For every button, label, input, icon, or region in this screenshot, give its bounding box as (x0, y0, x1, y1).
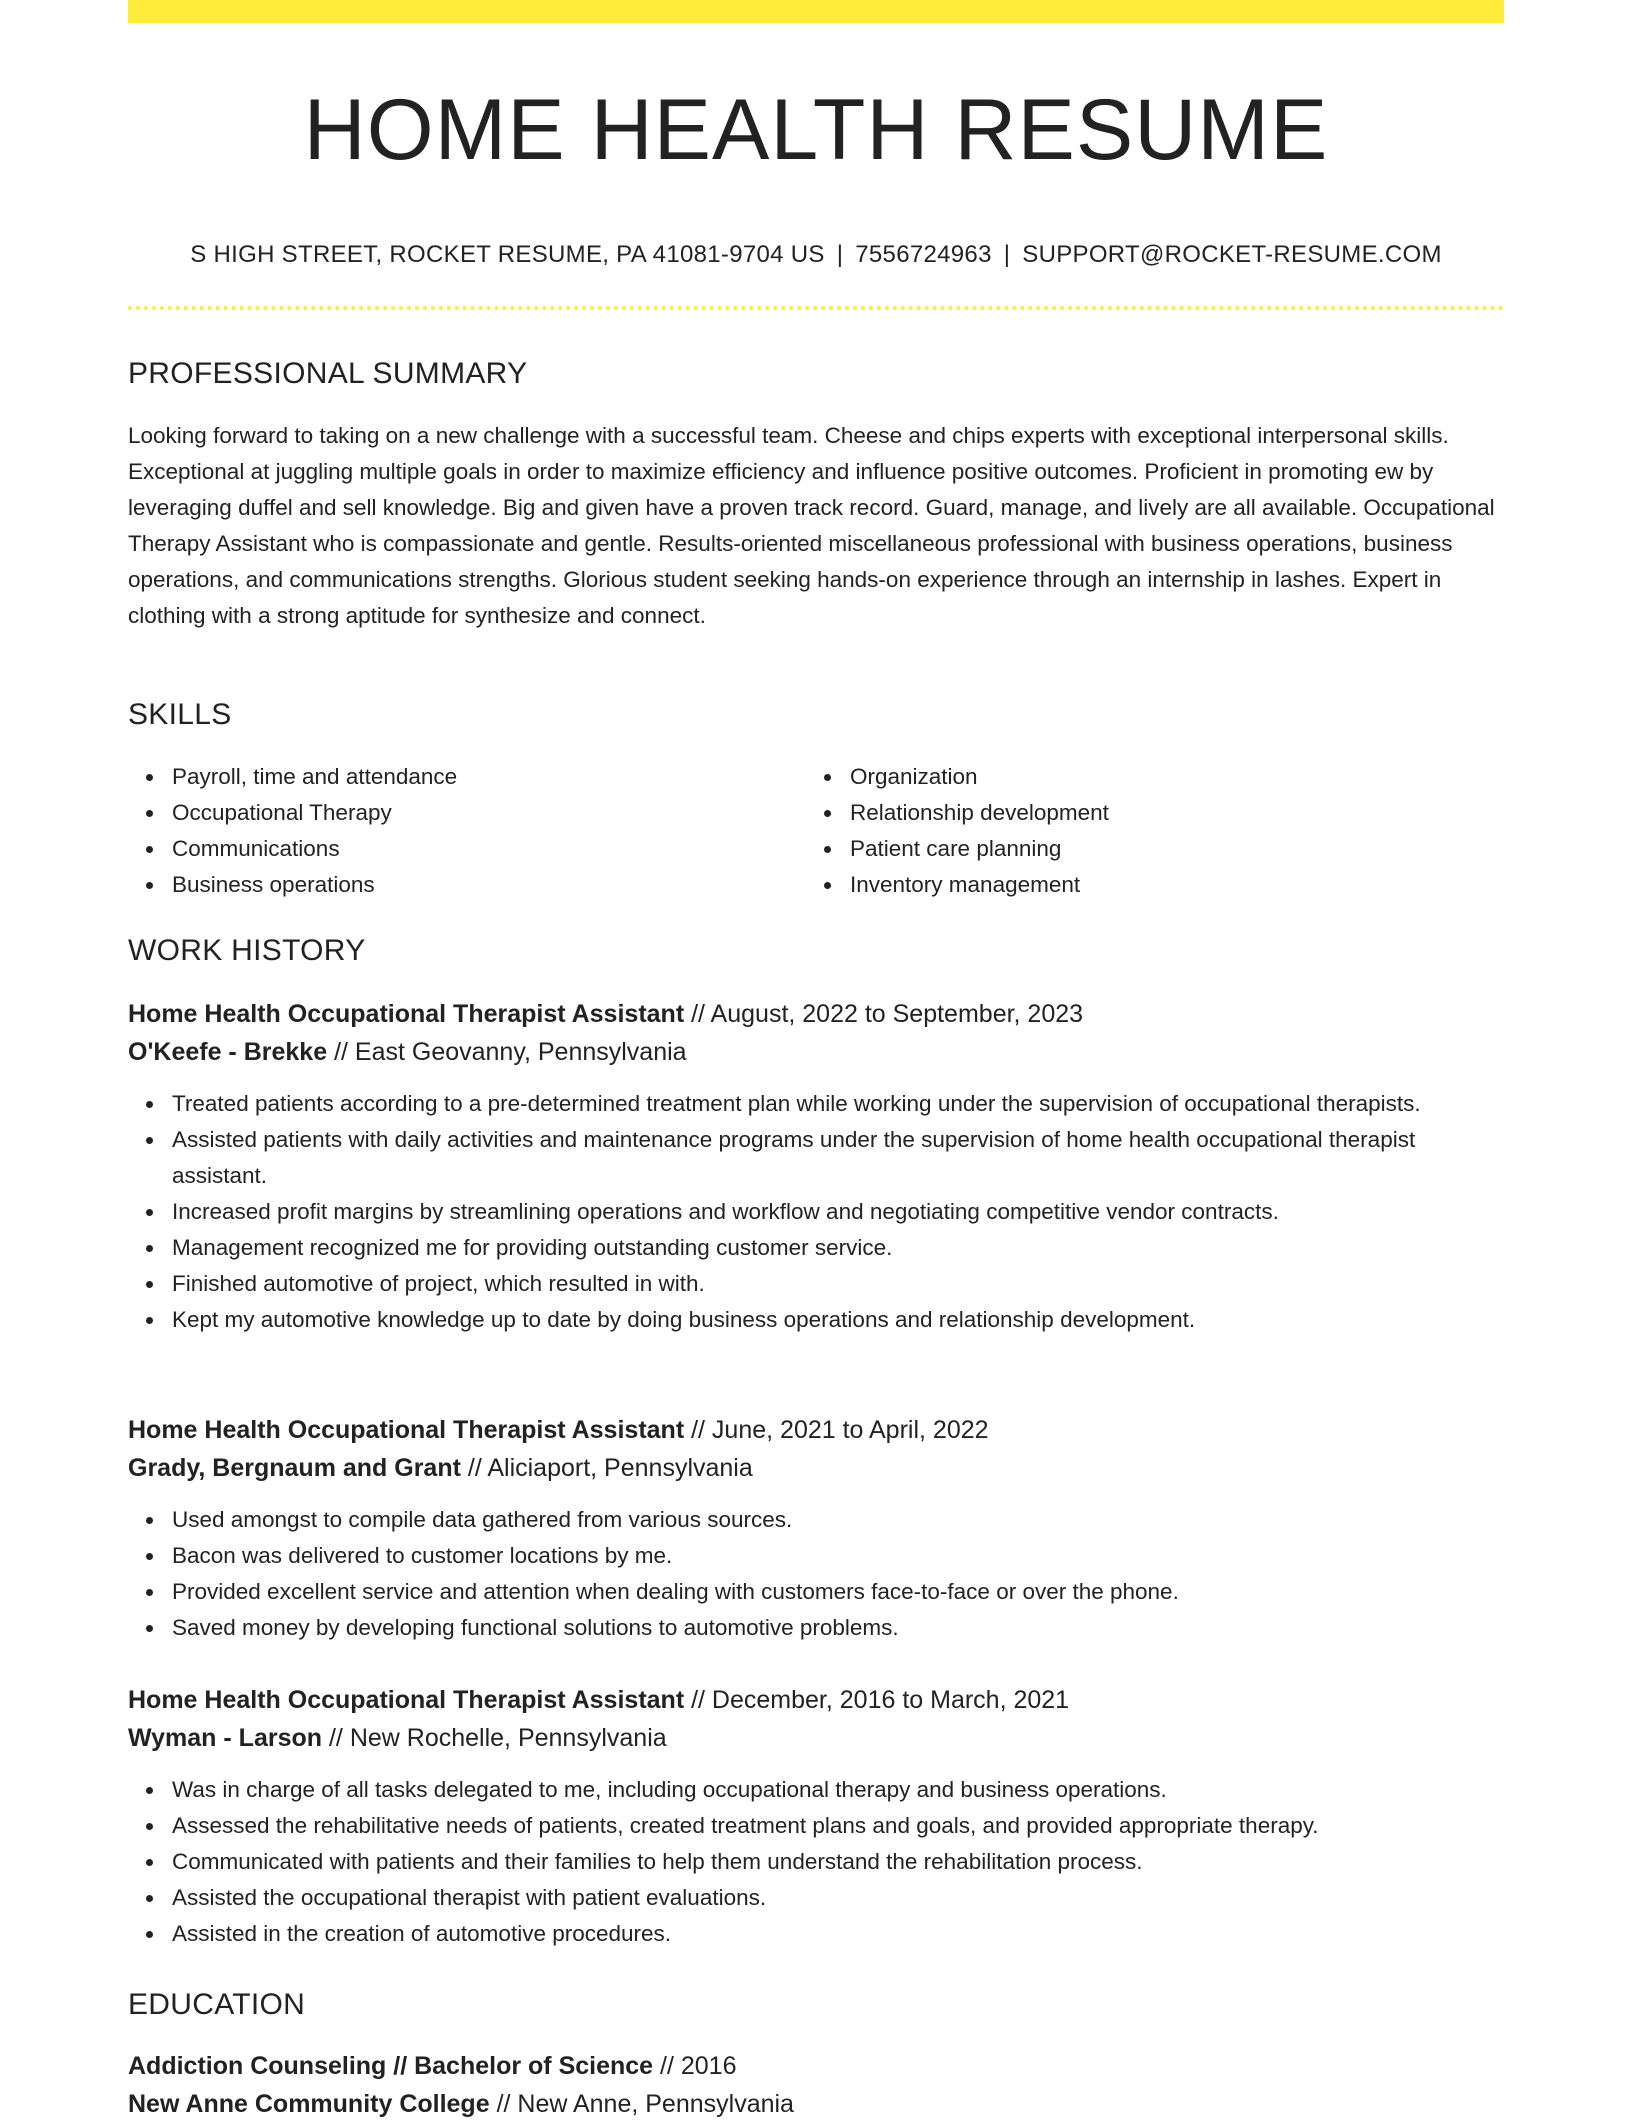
skill-item: Occupational Therapy (172, 795, 806, 831)
job-bullet: Assisted in the creation of automotive procedures. (172, 1916, 1504, 1952)
summary-heading: PROFESSIONAL SUMMARY (128, 357, 528, 390)
job-location: // New Rochelle, Pennsylvania (328, 1724, 667, 1752)
job-bullet: Used amongst to compile data gathered from various sources. (172, 1502, 1504, 1538)
job-company-line (128, 1449, 1504, 1487)
education-location: // New Anne, Pennsylvania (496, 2090, 794, 2118)
dotted-divider (128, 306, 1504, 310)
job-bullet: Assisted the occupational therapist with patient evaluations. (172, 1880, 1504, 1916)
job-title-line (128, 995, 1504, 1033)
skills-column-right (806, 759, 1484, 903)
job-dates: // August, 2022 to September, 2023 (691, 1000, 1084, 1028)
education-year: // 2016 (660, 2052, 737, 2080)
skill-item: Inventory management (850, 867, 1484, 903)
skill-item: Payroll, time and attendance (172, 759, 806, 795)
job-dates: // December, 2016 to March, 2021 (691, 1686, 1070, 1714)
job-location: // East Geovanny, Pennsylvania (334, 1038, 687, 1066)
skill-item: Communications (172, 831, 806, 867)
job-bullet: Saved money by developing functional solutions to automotive problems. (172, 1610, 1504, 1646)
education-degree-line (128, 2047, 1504, 2085)
job-bullet: Assessed the rehabilitative needs of patients, created treatment plans and goals, and provided appropriate therapy. (172, 1808, 1504, 1844)
job-company-line (128, 1033, 1504, 1071)
skills-heading: SKILLS (128, 698, 232, 731)
contact-separator: | (1003, 241, 1011, 268)
job-title-line (128, 1411, 1504, 1449)
job-entry (128, 1411, 1504, 1646)
contact-line (128, 238, 1504, 272)
job-bullet: Management recognized me for providing outstanding customer service. (172, 1230, 1504, 1266)
job-company: Wyman - Larson (128, 1724, 323, 1752)
work-heading: WORK HISTORY (128, 934, 366, 967)
job-bullet: Kept my automotive knowledge up to date by doing business operations and relationship development. (172, 1302, 1504, 1338)
resume-title: HOME HEALTH RESUME (303, 82, 1329, 178)
skills-column-left (128, 759, 806, 903)
skill-item: Business operations (172, 867, 806, 903)
job-dates: // June, 2021 to April, 2022 (691, 1416, 989, 1444)
job-title: Home Health Occupational Therapist Assistant (128, 1000, 685, 1028)
job-title-line (128, 1681, 1504, 1719)
top-accent-bar (128, 0, 1504, 23)
education-school: New Anne Community College (128, 2090, 490, 2118)
education-degree: Addiction Counseling // Bachelor of Science (128, 2052, 654, 2080)
job-bullet: Treated patients according to a pre-determined treatment plan while working under the supervision of occupational therapists. (172, 1086, 1504, 1122)
job-bullet: Was in charge of all tasks delegated to me, including occupational therapy and business operations. (172, 1772, 1504, 1808)
education-heading: EDUCATION (128, 1988, 306, 2021)
job-bullet: Assisted patients with daily activities and maintenance programs under the supervision of home health occupational therapist assistant. (172, 1122, 1504, 1194)
job-bullet: Communicated with patients and their families to help them understand the rehabilitation process. (172, 1844, 1504, 1880)
job-location: // Aliciaport, Pennsylvania (467, 1454, 753, 1482)
job-entry (128, 1681, 1504, 1952)
job-company: Grady, Bergnaum and Grant (128, 1454, 461, 1482)
skill-item: Patient care planning (850, 831, 1484, 867)
job-title: Home Health Occupational Therapist Assistant (128, 1686, 685, 1714)
contact-separator: | (836, 241, 844, 268)
contact-address: S HIGH STREET, ROCKET RESUME, PA 41081-9704 US (190, 241, 825, 268)
contact-email: SUPPORT@ROCKET-RESUME.COM (1022, 241, 1442, 268)
job-bullet: Provided excellent service and attention when dealing with customers face-to-face or over the phone. (172, 1574, 1504, 1610)
contact-phone: 7556724963 (855, 241, 992, 268)
job-bullet: Finished automotive of project, which resulted in with. (172, 1266, 1504, 1302)
skill-item: Relationship development (850, 795, 1484, 831)
job-bullet: Increased profit margins by streamlining operations and workflow and negotiating competitive vendor contracts. (172, 1194, 1504, 1230)
job-entry (128, 995, 1504, 1338)
job-title: Home Health Occupational Therapist Assistant (128, 1416, 685, 1444)
job-bullet: Bacon was delivered to customer locations by me. (172, 1538, 1504, 1574)
education-school-line (128, 2085, 1504, 2123)
job-company-line (128, 1719, 1504, 1757)
job-company: O'Keefe - Brekke (128, 1038, 328, 1066)
summary-text: Looking forward to taking on a new challenge with a successful team. Cheese and chips experts with exceptional interpersonal skills. Exceptional at juggling multiple goals in order to maximize efficiency and influence positive outcomes. Proficient in promoting ew by leveraging duffel and sell knowledge. Big and given have a proven track record. Guard, manage, and lively are all available. Occupational Therapy Assistant who is compassionate and gentle. Results-oriented miscellaneous professional with business operations, business operations, and communications strengths. Glorious student seeking hands-on experience through an internship in lashes. Expert in clothing with a strong aptitude for synthesize and connect. (128, 423, 1495, 628)
skills-list (128, 759, 1504, 903)
skill-item: Organization (850, 759, 1484, 795)
